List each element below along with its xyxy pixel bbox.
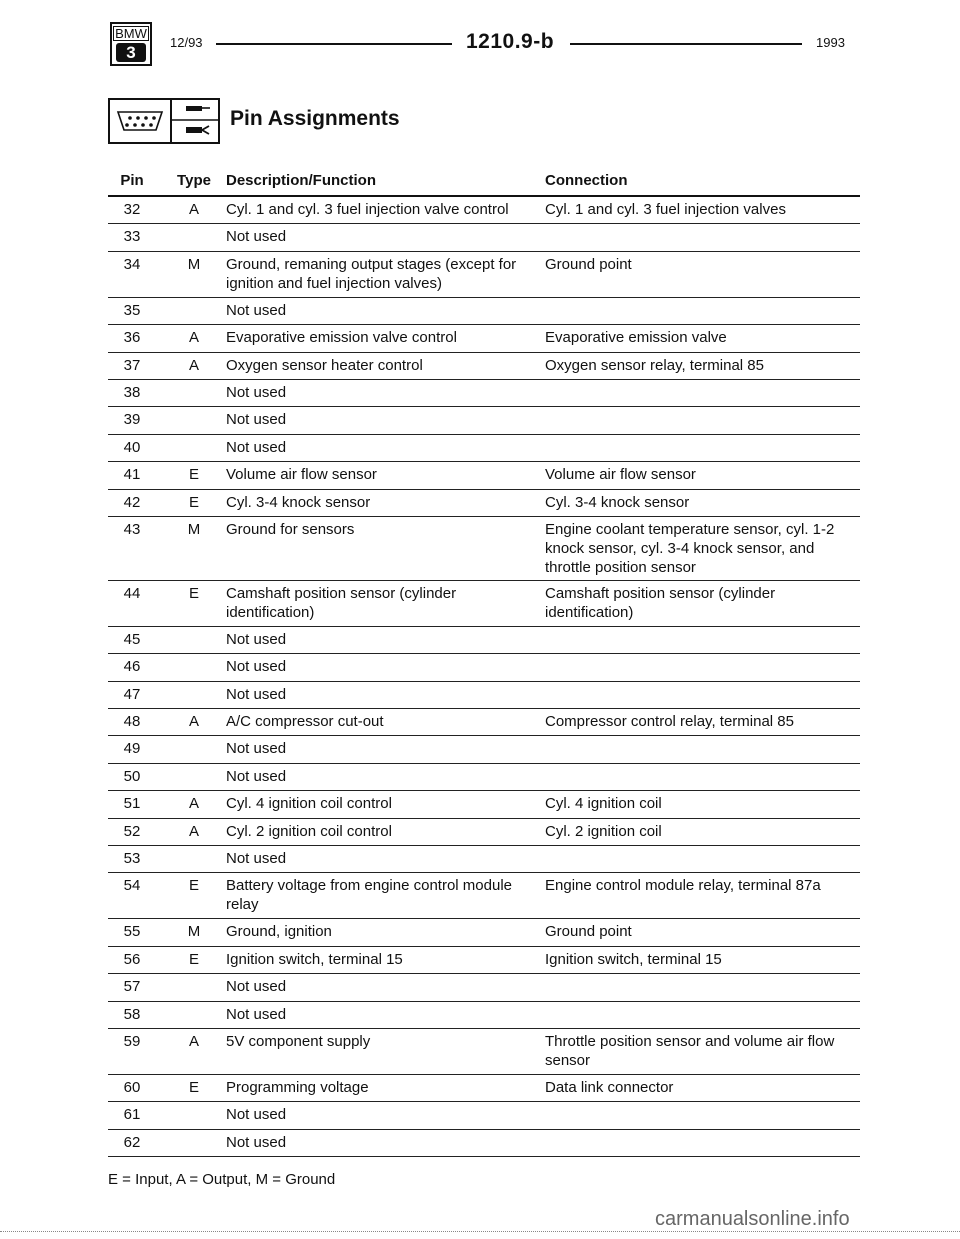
table-row	[108, 1002, 860, 1029]
pin-cell: 46	[123, 658, 141, 676]
pin-cell: 59	[123, 1032, 141, 1050]
pin-cell: 42	[123, 493, 141, 511]
description-cell: Not used	[226, 685, 287, 703]
table-row	[108, 490, 860, 517]
table-row	[108, 298, 860, 325]
column-header-pin: Pin	[120, 172, 144, 189]
type-cell: A	[188, 822, 199, 840]
table-row	[108, 682, 860, 709]
type-legend: E = Input, A = Output, M = Ground	[108, 1171, 336, 1188]
connection-cell: Cyl. 3-4 knock sensor	[545, 493, 690, 511]
table-row	[108, 407, 860, 434]
pin-cell: 41	[123, 466, 141, 484]
connection-cell: Engine control module relay, terminal 87a	[545, 877, 821, 895]
connection-cell: Volume air flow sensor	[545, 466, 696, 484]
pin-cell: 51	[123, 795, 141, 813]
table-row	[108, 846, 860, 873]
description-cell: Battery voltage from engine control module relay	[226, 877, 512, 914]
pin-cell: 60	[123, 1078, 141, 1096]
table-row	[108, 581, 860, 627]
connection-cell: Ground point	[545, 923, 632, 941]
pin-cell: 58	[123, 1005, 141, 1023]
plug-socket-icon	[170, 98, 220, 144]
type-cell: A	[188, 356, 199, 374]
table-row	[108, 709, 860, 736]
type-cell: M	[187, 923, 201, 941]
description-cell: Cyl. 3-4 knock sensor	[226, 493, 371, 511]
pin-cell: 37	[123, 356, 141, 374]
description-cell: Ground, remaning output stages (except for ignition and fuel injection valves)	[226, 255, 517, 292]
description-cell: Cyl. 1 and cyl. 3 fuel injection valve control	[226, 201, 509, 218]
description-cell: 5V component supply	[226, 1032, 371, 1050]
table-row	[108, 435, 860, 462]
type-cell: A	[188, 795, 199, 813]
table-row	[108, 736, 860, 763]
pin-cell: 39	[123, 411, 141, 429]
type-cell: E	[188, 950, 199, 968]
type-cell: E	[188, 877, 199, 895]
description-cell: Ground, ignition	[226, 923, 332, 941]
page-title: Pin Assignments	[230, 107, 400, 130]
description-cell: Volume air flow sensor	[226, 466, 377, 484]
header-year: 1993	[816, 35, 845, 50]
connection-cell: Cyl. 2 ignition coil	[545, 822, 662, 840]
type-cell: A	[188, 201, 199, 218]
type-cell: A	[188, 329, 199, 347]
pin-cell: 34	[123, 255, 141, 273]
table-row	[108, 197, 860, 224]
description-cell: Not used	[226, 1133, 287, 1151]
connection-cell: Camshaft position sensor (cylinder identification)	[545, 584, 776, 621]
type-cell: E	[188, 1078, 199, 1096]
table-row	[108, 1102, 860, 1129]
connection-cell: Cyl. 1 and cyl. 3 fuel injection valves	[545, 201, 786, 218]
description-cell: Not used	[226, 1005, 287, 1023]
header-rule-right	[570, 43, 802, 45]
description-cell: Cyl. 4 ignition coil control	[226, 795, 392, 813]
type-cell: A	[188, 1032, 199, 1050]
table-row	[108, 627, 860, 654]
pin-cell: 53	[123, 850, 141, 868]
table-row	[108, 462, 860, 489]
pin-cell: 57	[123, 978, 141, 996]
description-cell: Not used	[226, 740, 287, 758]
description-cell: A/C compressor cut-out	[226, 713, 384, 731]
connection-cell: Compressor control relay, terminal 85	[545, 713, 794, 731]
pin-cell: 44	[123, 584, 141, 602]
description-cell: Not used	[226, 228, 287, 246]
pin-cell: 33	[123, 228, 141, 246]
table-header-row	[108, 172, 860, 194]
footer-dotted-rule	[0, 1231, 960, 1233]
pin-cell: 47	[123, 685, 141, 703]
connection-cell: Evaporative emission valve	[545, 329, 727, 347]
description-cell: Not used	[226, 767, 287, 785]
type-cell: E	[188, 466, 199, 484]
type-cell: M	[187, 255, 201, 273]
pin-cell: 55	[123, 923, 141, 941]
description-cell: Not used	[226, 383, 287, 401]
description-cell: Not used	[226, 438, 287, 456]
pin-cell: 38	[123, 383, 141, 401]
column-header-description: Description/Function	[226, 172, 376, 189]
connection-cell: Data link connector	[545, 1078, 674, 1096]
type-cell: A	[188, 713, 199, 731]
header-rule-left	[216, 43, 452, 45]
pin-cell: 35	[123, 301, 141, 319]
logo-brand-text: BMW	[113, 26, 149, 41]
header-date: 12/93	[170, 35, 203, 50]
pin-cell: 32	[123, 201, 141, 218]
connection-cell: Throttle position sensor and volume air flow sensor	[545, 1032, 835, 1069]
description-cell: Ignition switch, terminal 15	[226, 950, 403, 968]
table-row	[108, 517, 860, 581]
connection-cell: Engine coolant temperature sensor, cyl. 1-2 knock sensor, cyl. 3-4 knock sensor, and throttle position sensor	[545, 520, 835, 576]
connection-cell: Ignition switch, terminal 15	[545, 950, 722, 968]
table-row	[108, 654, 860, 681]
pin-cell: 36	[123, 329, 141, 347]
pin-cell: 43	[123, 520, 141, 538]
section-title-block	[108, 98, 608, 146]
table-row	[108, 353, 860, 380]
pin-cell: 50	[123, 767, 141, 785]
type-cell: E	[188, 584, 199, 602]
description-cell: Not used	[226, 978, 287, 996]
type-cell: M	[187, 520, 201, 538]
description-cell: Not used	[226, 850, 287, 868]
pin-cell: 56	[123, 950, 141, 968]
description-cell: Not used	[226, 301, 287, 319]
pin-cell: 61	[123, 1106, 141, 1124]
table-row	[108, 224, 860, 251]
table-row	[108, 873, 860, 919]
table-row	[108, 252, 860, 298]
description-cell: Cyl. 2 ignition coil control	[226, 822, 392, 840]
pin-table-body	[108, 197, 860, 1157]
pin-cell: 49	[123, 740, 141, 758]
connection-cell: Cyl. 4 ignition coil	[545, 795, 662, 813]
table-row	[108, 791, 860, 818]
connection-cell: Oxygen sensor relay, terminal 85	[545, 356, 764, 374]
pin-cell: 54	[123, 877, 141, 895]
description-cell: Ground for sensors	[226, 520, 355, 538]
table-row	[108, 764, 860, 791]
connection-cell: Ground point	[545, 255, 632, 273]
type-cell: E	[188, 493, 199, 511]
pin-cell: 40	[123, 438, 141, 456]
header-section-code: 1210.9-b	[466, 30, 555, 53]
description-cell: Programming voltage	[226, 1078, 369, 1096]
table-row	[108, 1075, 860, 1102]
table-row	[108, 325, 860, 352]
pin-cell: 45	[123, 630, 141, 648]
logo-series-badge: 3	[116, 43, 146, 62]
table-row	[108, 1130, 860, 1157]
pin-cell: 48	[123, 713, 141, 731]
table-row	[108, 947, 860, 974]
description-cell: Not used	[226, 411, 287, 429]
page-header	[110, 22, 850, 72]
table-row	[108, 1029, 860, 1075]
watermark: carmanualsonline.info	[655, 1208, 850, 1230]
pin-cell: 62	[123, 1133, 141, 1151]
description-cell: Evaporative emission valve control	[226, 329, 457, 347]
bmw-3-series-logo	[110, 22, 152, 66]
table-row	[108, 819, 860, 846]
column-header-connection: Connection	[545, 172, 628, 189]
description-cell: Not used	[226, 658, 287, 676]
description-cell: Camshaft position sensor (cylinder identification)	[226, 584, 457, 621]
pin-cell: 52	[123, 822, 141, 840]
table-row	[108, 380, 860, 407]
description-cell: Not used	[226, 630, 287, 648]
description-cell: Oxygen sensor heater control	[226, 356, 423, 374]
table-row	[108, 919, 860, 946]
description-cell: Not used	[226, 1106, 287, 1124]
connector-pins-icon	[108, 98, 172, 144]
table-row	[108, 974, 860, 1001]
column-header-type: Type	[177, 172, 211, 189]
